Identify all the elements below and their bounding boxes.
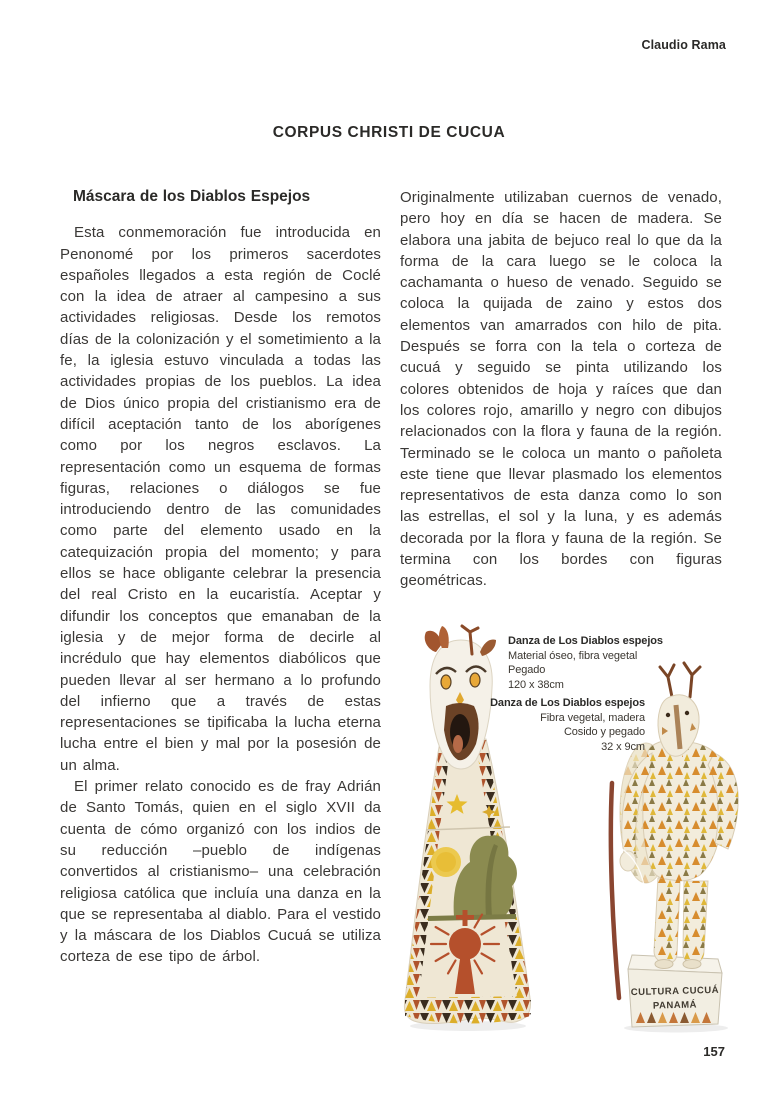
eye-left (666, 713, 670, 717)
caption-figure-2 (490, 696, 645, 754)
body-paragraph-2: El primer relato conocido es de fray Adrián de Santo Tomás, quien en el siglo XVII da cuenta de cómo organizó con los indios de su reducción –pueblo de indígenas convertidos al cristianismo– una celebración religiosa católica que incluía una danza en la que se representaba al diablo. Para el vestido y la máscara de los Diablos Cucuá se utiliza corteza de ese tipo de árbol. (60, 778, 381, 966)
foot-right (683, 960, 701, 969)
eye-left (441, 675, 451, 689)
right-column (400, 187, 722, 592)
caption-technique: Pegado (508, 664, 546, 677)
foot-left (655, 960, 673, 969)
caption-figure-1 (508, 634, 663, 692)
section-heading: Máscara de los Diablos Espejos (73, 188, 311, 205)
sun-motif (431, 847, 461, 877)
left-column (60, 186, 381, 968)
page-number: 157 (703, 1044, 725, 1059)
pedestal (624, 955, 728, 1033)
caption-material: Material óseo, fibra vegetal (508, 649, 638, 662)
cape (404, 739, 531, 1024)
eye-right (470, 673, 480, 687)
caption-material: Fibra vegetal, madera (540, 711, 645, 724)
caption-dimensions: 120 x 38cm (508, 678, 564, 691)
eye-right (685, 711, 689, 715)
antlers (660, 663, 700, 697)
page-title: CORPUS CHRISTI DE CUCUA (272, 124, 506, 141)
caption-title: Danza de Los Diablos espejos (490, 697, 645, 709)
caption-dimensions: 32 x 9cm (601, 740, 645, 753)
caption-technique: Cosido y pegado (563, 726, 645, 739)
body-paragraph-3: Originalmente utilizaban cuernos de venado, pero hoy en día se hacen de madera. Se elabora una jabita de bejuco real lo que da la forma de la cara luego se le coloca la cachamanta o hueso de venado. Seguido se coloca la quijada de zaino y estos dos elementos van amarrados con hilo de pita. Después se forra con la tela o corteza de cucuá y seguido se pinta utilizando los colores obtenidos de hoja y raíces que dan los colores rojo, amarillo y negro con dibujos relacionados con la flora y fauna de la región. Terminado se le coloca un manto o pañoleta este tiene que llevar plasmado los elementos representativos de esta danza como lo son las estrellas, el sol y la luna, y es además decorada por la flora y fauna de la región. Se termina con los bordes con figuras geométricas. (400, 189, 722, 590)
caption-title: Danza de Los Diablos espejos (508, 635, 663, 647)
header-author: Claudio Rama (641, 38, 726, 52)
pedestal-text-line1: CULTURA CUCUÁ (630, 984, 720, 999)
pedestal-text-line2: PANAMÁ (652, 999, 698, 1012)
staff (611, 783, 619, 998)
body-paragraph-1: Esta conmemoración fue introducida en Penonomé por los primeros sacerdotes españoles llegados a esta región de Coclé con la idea de atraer al campesino a sus actividades religiosas. Desde los remotos días de la colonización y el sometimiento a la fe, la iglesia estuvo vinculada a todas las actividades propias de los pueblos. La idea de Dios único propia del cristianismo era de difícil aceptación tanto de los aborígenes como por los negros esclavos. La representación como un esquema de formas figuras, relaciones o diálogos se fue introduciendo dentro de las comunidades como parte del elemento usado en la catequización propia del momento; y para ellos se hace obligante celebrar la presencia del real Cristo en la eucaristía. Aceptar y difundir los conceptos que emanaban de la iglesia y de mejor forma de decirle al incrédulo que hay elementos diabólicos que pueden llevar al ser hermano a lo profundo del infierno que a través de estas representaciones se tipificaba la lucha eterna lucha entre el bien y mal por la posesión de un alma. (60, 224, 381, 774)
